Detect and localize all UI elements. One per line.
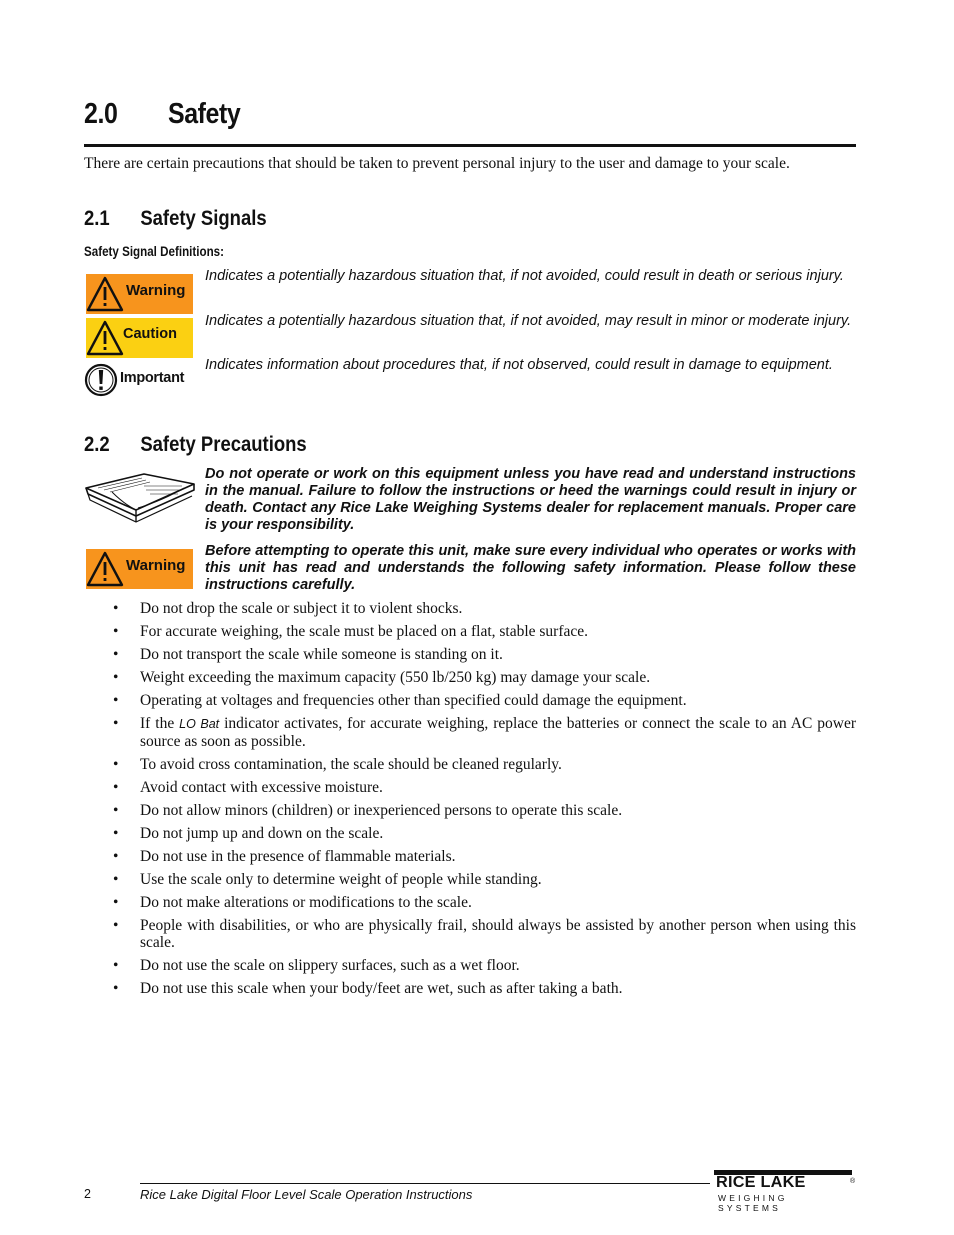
bullet-icon: • [113,802,119,819]
list-item-text [140,715,856,750]
list-item [84,646,856,663]
open-book-icon [84,470,196,528]
caution-badge [86,318,193,358]
list-item-text: Do not use this scale when your body/feet are wet, such as after taking a bath. [140,980,623,997]
caution-triangle-icon [86,318,126,358]
warning-definition: Indicates a potentially hazardous situation that, if not avoided, could result in death or serious injury. [205,268,844,284]
warning-triangle-icon [86,549,126,589]
logo-registered-mark: ® [850,1178,856,1185]
important-label: Important [120,370,185,386]
section-title: Safety Signals [140,207,267,230]
bullet-icon: • [113,825,119,842]
list-item-text: Do not drop the scale or subject it to violent shocks. [140,600,463,617]
warning-label: Warning [126,282,186,299]
list-item [84,715,856,750]
page-title: Safety [168,98,241,130]
list-item [84,825,856,842]
bullet-icon: • [113,917,119,934]
bullet-icon: • [113,779,119,796]
rice-lake-logo [714,1170,856,1213]
important-definition: Indicates information about procedures that, if not observed, could result in damage to equipment. [205,357,833,373]
bullet-icon: • [113,957,119,974]
list-item [84,623,856,640]
list-item [84,692,856,709]
logo-subtitle: WEIGHING SYSTEMS [718,1193,788,1213]
list-item-text: To avoid cross contamination, the scale should be cleaned regularly. [140,756,562,773]
list-item-text: Use the scale only to determine weight of people while standing. [140,871,542,888]
warning-notice-text: Before attempting to operate this unit, make sure every individual who operates or works with this unit has read and understands the following safety information. Please follow these instructions carefully. [205,543,856,593]
list-item [84,802,856,819]
list-item-text: Do not use in the presence of flammable materials. [140,848,456,865]
list-item [84,871,856,888]
list-item [84,917,856,951]
bullet-icon: • [113,871,119,888]
page-heading [84,98,856,147]
warning-badge [86,549,193,589]
caution-label: Caution [123,326,177,342]
bullet-icon: • [113,623,119,640]
bullet-icon: • [113,980,119,997]
precautions-list [84,600,856,1003]
manual-notice-text: Do not operate or work on this equipment unless you have read and understand instructions in the manual. Failure to follow the instructions or heed the warnings could result in injury or death. Contact any Rice Lake Weighing Systems dealer for replacement manuals. Proper care is your responsibility. [205,466,856,533]
heading-number: 2.0 [84,98,118,130]
bullet-icon: • [113,692,119,709]
section-number: 2.1 [84,207,110,230]
list-item [84,848,856,865]
section-heading-safety-signals [84,207,267,231]
lo-bat-indicator-code: LO Bat [179,717,220,731]
list-item [84,756,856,773]
logo-main-text: RICE LAKE [716,1174,806,1191]
list-item-text: Avoid contact with excessive moisture. [140,779,383,796]
bullet-icon: • [113,848,119,865]
bullet-icon: • [113,894,119,911]
list-item-text: Do not use the scale on slippery surfaces, such as a wet floor. [140,957,520,974]
list-item-text: Do not transport the scale while someone is standing on it. [140,646,503,663]
section-title: Safety Precautions [140,433,307,456]
intro-paragraph: There are certain precautions that should be taken to prevent personal injury to the user and damage to your scale. [84,155,790,172]
text-fragment: If the [140,715,180,732]
list-item [84,779,856,796]
bullet-icon: • [113,646,119,663]
section-heading-safety-precautions [84,433,307,457]
list-item-text: Do not allow minors (children) or inexperienced persons to operate this scale. [140,802,623,819]
bullet-icon: • [113,756,119,773]
warning-triangle-icon [86,274,126,314]
list-item-text: Weight exceeding the maximum capacity (550 lb/250 kg) may damage your scale. [140,669,651,686]
bullet-icon: • [113,669,119,686]
bullet-icon: • [113,715,119,732]
list-item-text: For accurate weighing, the scale must be placed on a flat, stable surface. [140,623,589,640]
text-fragment: indicator activates, for accurate weighing, replace the batteries or connect the scale to an AC power source as soon as possible. [140,715,856,750]
list-item [84,669,856,686]
footer-divider [140,1183,710,1184]
list-item-text: Operating at voltages and frequencies other than specified could damage the equipment. [140,692,687,709]
list-item-text: People with disabilities, or who are physically frail, should always be assisted by another person when using this scale. [140,917,856,951]
warning-label: Warning [126,557,186,574]
section-number: 2.2 [84,433,110,456]
exclamation-circle-icon [84,362,120,398]
list-item [84,980,856,997]
footer-document-title: Rice Lake Digital Floor Level Scale Operation Instructions [140,1187,473,1202]
list-item [84,957,856,974]
list-item [84,894,856,911]
list-item-text: Do not make alterations or modifications to the scale. [140,894,472,911]
important-badge [84,362,196,398]
warning-badge [86,274,193,314]
bullet-icon: • [113,600,119,617]
list-item-text: Do not jump up and down on the scale. [140,825,384,842]
caution-definition: Indicates a potentially hazardous situation that, if not avoided, may result in minor or moderate injury. [205,313,852,329]
safety-signal-definitions-subheading: Safety Signal Definitions: [84,244,224,259]
page-number: 2 [84,1187,91,1201]
list-item [84,600,856,617]
